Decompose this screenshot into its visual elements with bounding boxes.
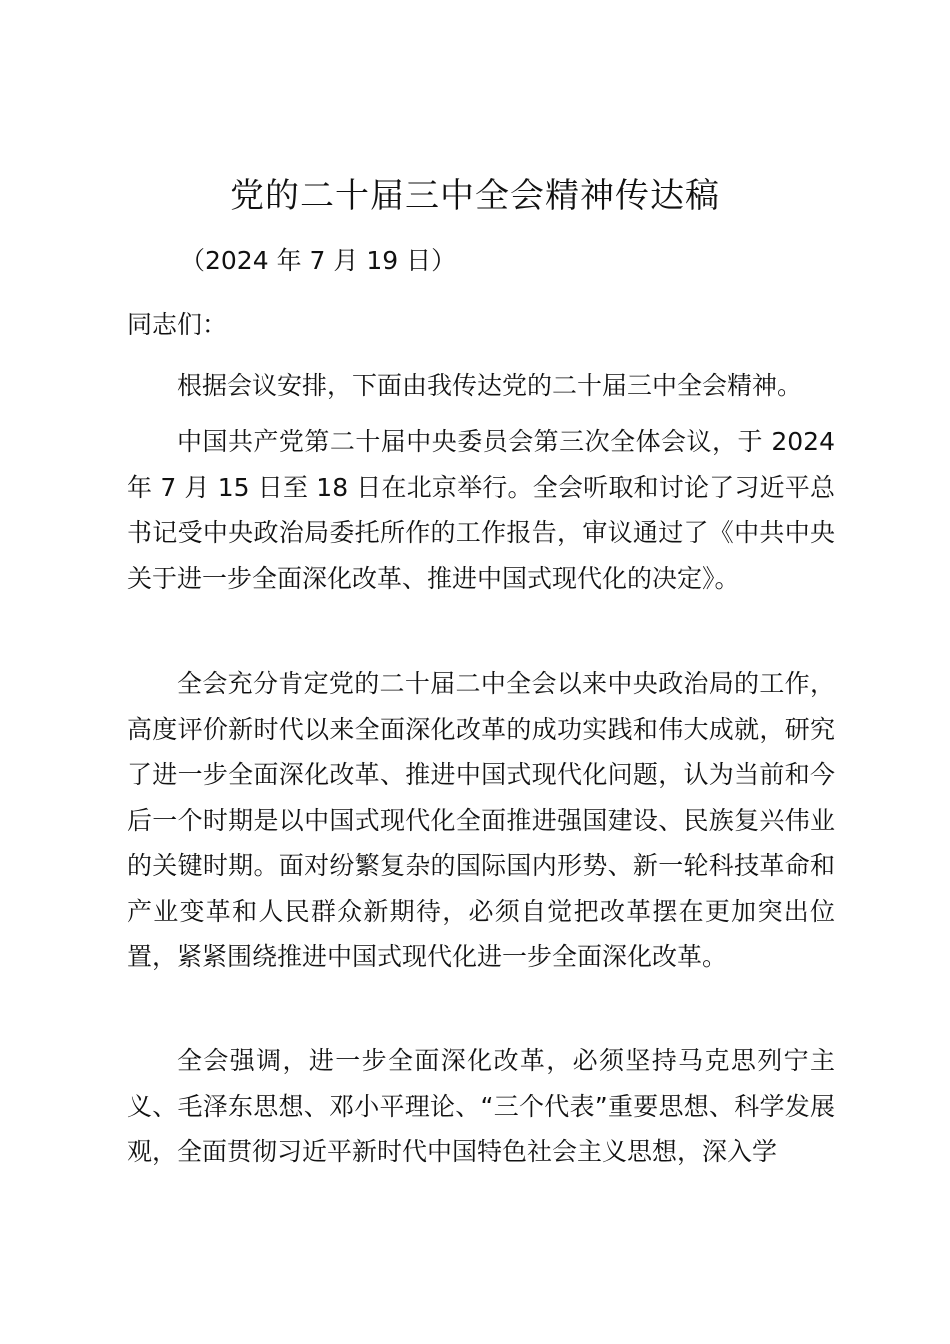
paragraph-2: 中国共产党第二十届中央委员会第三次全体会议，于 2024 年 7 月 15 日至 18 日在北京举行。全会听取和讨论了习近平总书记受中央政治局委托所作的工作报告，审议通过了《中共中央关于进一步全面深化改革、推进中国式现代化的决定》。 (127, 427, 835, 593)
paragraph-4: 全会强调，进一步全面深化改革，必须坚持马克思列宁主义、毛泽东思想、邓小平理论、“三个代表”重要思想、科学发展观，全面贯彻习近平新时代中国特色社会主义思想，深入学 (127, 1046, 835, 1166)
document-date: （2024 年 7 月 19 日） (180, 246, 457, 275)
paragraph-3: 全会充分肯定党的二十届二中全会以来中央政治局的工作，高度评价新时代以来全面深化改革的成功实践和伟大成就，研究了进一步全面深化改革、推进中国式现代化问题，认为当前和今后一个时期是以中国式现代化全面推进强国建设、民族复兴伟业的关键时期。面对纷繁复杂的国际国内形势、新一轮科技革命和产业变革和人民群众新期待，必须自觉把改革摆在更加突出位置，紧紧围绕推进中国式现代化进一步全面深化改革。 (127, 669, 835, 971)
document-title: 党的二十届三中全会精神传达稿 (230, 176, 720, 216)
paragraph-1: 根据会议安排，下面由我传达党的二十届三中全会精神。 (177, 371, 803, 400)
salutation: 同志们： (127, 310, 228, 339)
